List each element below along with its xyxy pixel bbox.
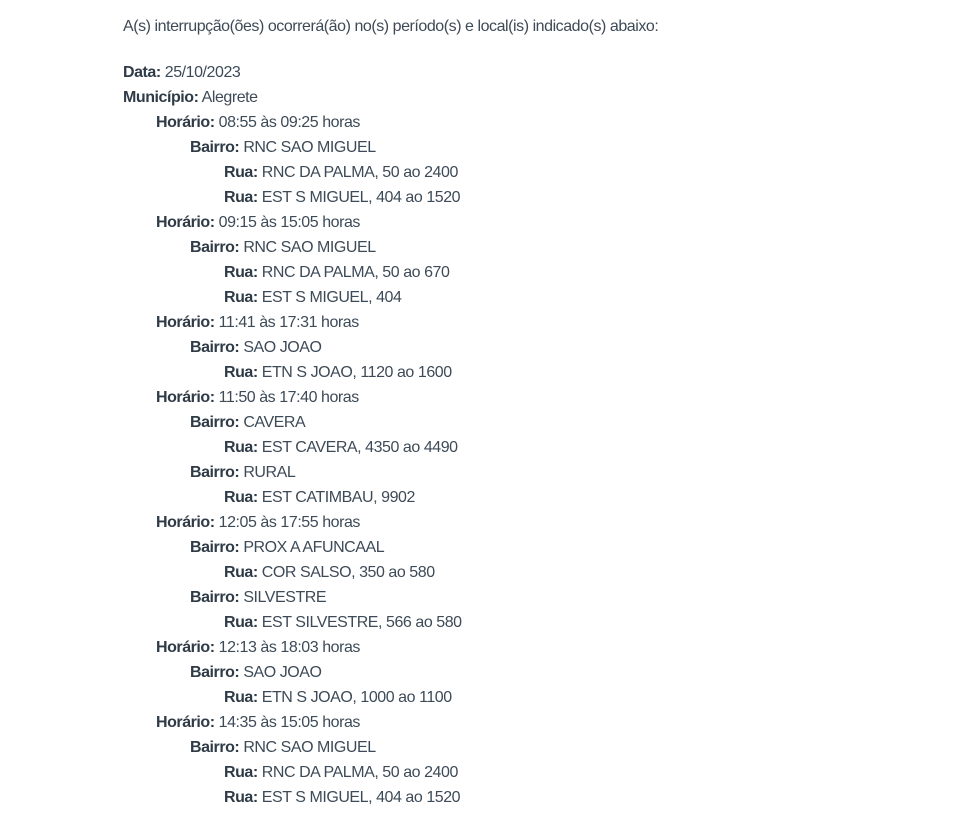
rua-value: EST SILVESTRE, 566 ao 580 (261, 614, 462, 631)
rua-value: EST CAVERA, 4350 ao 4490 (261, 439, 458, 456)
bairro-value: SAO JOAO (243, 664, 322, 681)
bairro-line (123, 460, 971, 485)
bairro-line (123, 535, 971, 560)
rua-label: Rua: (224, 564, 258, 581)
rua-line (123, 610, 971, 635)
horario-value: 14:35 às 15:05 horas (218, 714, 360, 731)
rua-line (123, 760, 971, 785)
rua-line (123, 185, 971, 210)
horario-value: 11:50 às 17:40 horas (218, 389, 359, 406)
horario-line (123, 110, 971, 135)
municipio-label: Município: (123, 89, 199, 106)
horario-value: 12:05 às 17:55 horas (218, 514, 360, 531)
bairro-line (123, 135, 971, 160)
bairro-value: RNC SAO MIGUEL (243, 139, 376, 156)
horario-label: Horário: (156, 314, 215, 331)
rua-value: RNC DA PALMA, 50 ao 2400 (261, 764, 458, 781)
horario-line (123, 710, 971, 735)
rua-line (123, 560, 971, 585)
bairro-label: Bairro: (190, 739, 240, 756)
horario-line (123, 510, 971, 535)
bairro-value: PROX A AFUNCAAL (243, 539, 385, 556)
rua-value: ETN S JOAO, 1120 ao 1600 (261, 364, 452, 381)
horario-value: 12:13 às 18:03 horas (218, 639, 360, 656)
spacer (123, 39, 971, 60)
bairro-label: Bairro: (190, 589, 240, 606)
rua-label: Rua: (224, 189, 258, 206)
rua-label: Rua: (224, 614, 258, 631)
rua-line (123, 685, 971, 710)
bairro-value: RNC SAO MIGUEL (243, 739, 376, 756)
horario-line (123, 385, 971, 410)
bairro-label: Bairro: (190, 414, 240, 431)
bairro-label: Bairro: (190, 139, 240, 156)
horario-value: 09:15 às 15:05 horas (218, 214, 360, 231)
rua-value: EST S MIGUEL, 404 ao 1520 (261, 189, 461, 206)
horario-value: 08:55 às 09:25 horas (218, 114, 360, 131)
horario-label: Horário: (156, 114, 215, 131)
horario-line (123, 210, 971, 235)
schedule-list (123, 110, 971, 810)
rua-label: Rua: (224, 689, 258, 706)
bairro-value: SAO JOAO (243, 339, 322, 356)
bairro-line (123, 410, 971, 435)
rua-label: Rua: (224, 364, 258, 381)
bairro-line (123, 585, 971, 610)
rua-value: RNC DA PALMA, 50 ao 670 (261, 264, 450, 281)
date-line (123, 60, 971, 85)
rua-label: Rua: (224, 764, 258, 781)
horario-label: Horário: (156, 714, 215, 731)
bairro-label: Bairro: (190, 464, 240, 481)
rua-label: Rua: (224, 264, 258, 281)
bairro-value: RURAL (243, 464, 296, 481)
rua-value: EST S MIGUEL, 404 (261, 289, 402, 306)
bairro-line (123, 335, 971, 360)
horario-line (123, 310, 971, 335)
rua-label: Rua: (224, 789, 258, 806)
rua-line (123, 435, 971, 460)
rua-line (123, 260, 971, 285)
bairro-value: SILVESTRE (243, 589, 327, 606)
rua-value: COR SALSO, 350 ao 580 (261, 564, 435, 581)
bairro-line (123, 735, 971, 760)
rua-label: Rua: (224, 439, 258, 456)
rua-label: Rua: (224, 164, 258, 181)
bairro-label: Bairro: (190, 339, 240, 356)
rua-label: Rua: (224, 489, 258, 506)
horario-label: Horário: (156, 214, 215, 231)
horario-label: Horário: (156, 389, 215, 406)
bairro-label: Bairro: (190, 239, 240, 256)
municipio-value: Alegrete (201, 89, 258, 106)
rua-line (123, 160, 971, 185)
rua-value: ETN S JOAO, 1000 ao 1100 (261, 689, 452, 706)
horario-line (123, 635, 971, 660)
rua-line (123, 485, 971, 510)
horario-label: Horário: (156, 639, 215, 656)
date-label: Data: (123, 64, 161, 81)
bairro-value: RNC SAO MIGUEL (243, 239, 376, 256)
bairro-label: Bairro: (190, 539, 240, 556)
bairro-value: CAVERA (243, 414, 306, 431)
bairro-label: Bairro: (190, 664, 240, 681)
rua-label: Rua: (224, 289, 258, 306)
rua-value: RNC DA PALMA, 50 ao 2400 (261, 164, 458, 181)
municipio-line (123, 85, 971, 110)
bairro-line (123, 660, 971, 685)
date-value: 25/10/2023 (164, 64, 241, 81)
rua-line (123, 360, 971, 385)
rua-value: EST S MIGUEL, 404 ao 1520 (261, 789, 461, 806)
rua-value: EST CATIMBAU, 9902 (261, 489, 415, 506)
intro-text: A(s) interrupção(ões) ocorrerá(ão) no(s) período(s) e local(is) indicado(s) abaixo: (123, 18, 659, 35)
rua-line (123, 285, 971, 310)
horario-label: Horário: (156, 514, 215, 531)
rua-line (123, 785, 971, 810)
bairro-line (123, 235, 971, 260)
horario-value: 11:41 às 17:31 horas (218, 314, 359, 331)
